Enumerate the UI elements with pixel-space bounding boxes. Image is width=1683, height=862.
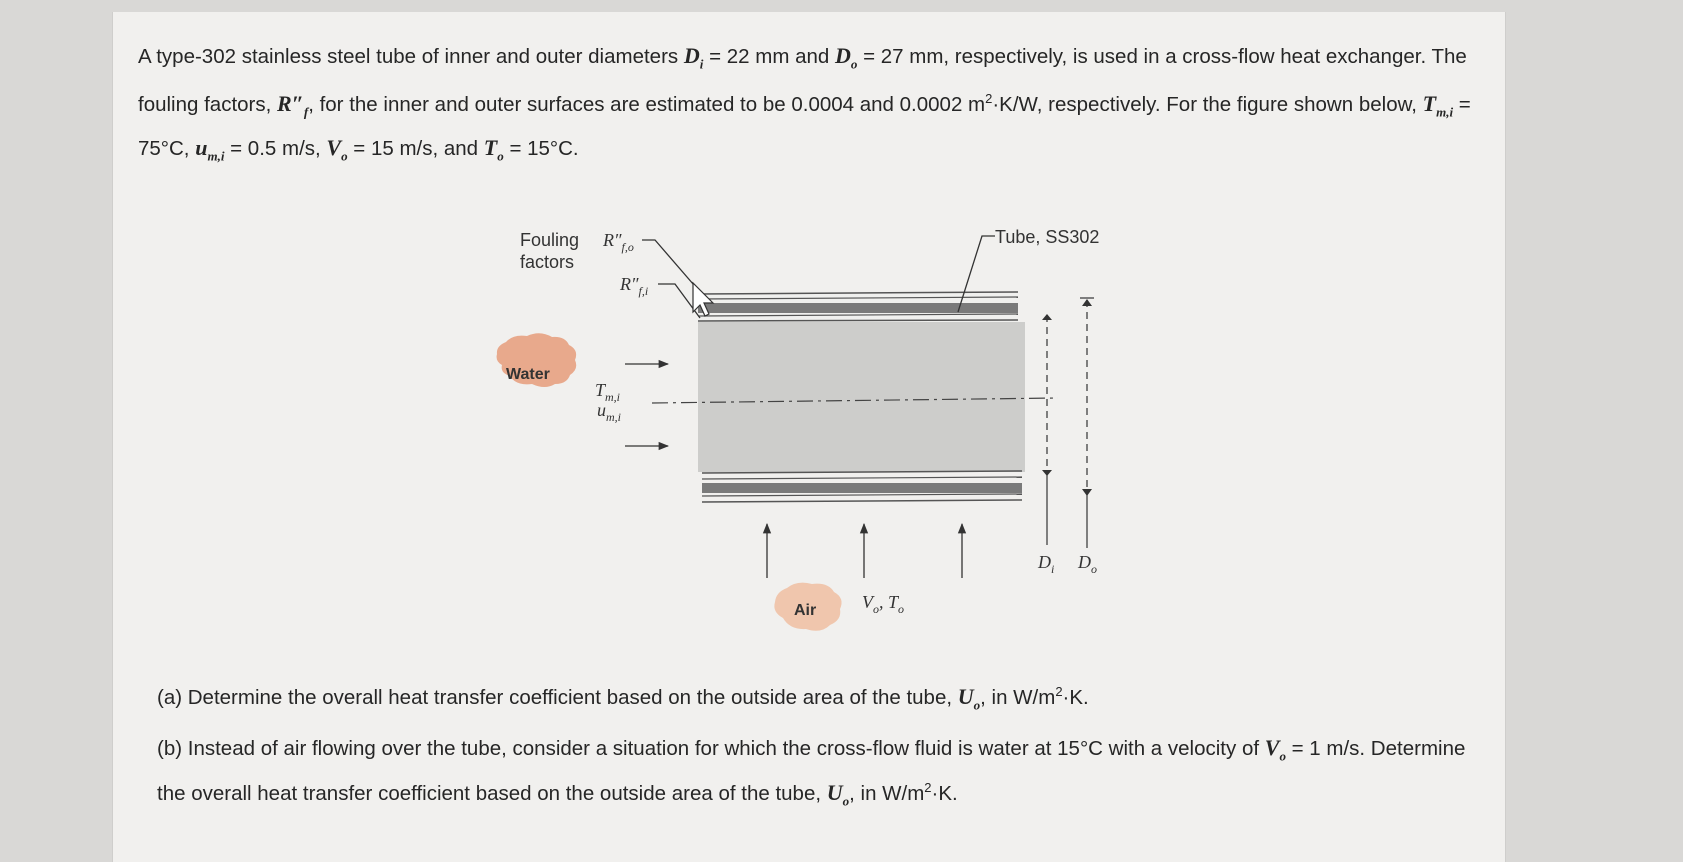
question-b: (b) Instead of air flowing over the tube, consider a situation for which the cross-flow fluid is water at 15°C with a velocity of $V_o = 1$ m/s. Determine the overall heat transfer coefficient based on the outside area of the tube, $U_o$, in $W/m^2\cdot K$. <box>157 735 1466 809</box>
rfo-label: $R''_{f,o}$ <box>603 230 634 254</box>
question-a: (a) Determine the overall heat transfer coefficient based on the outside area of the tube, $U_o$, in $W/m^2\cdot K$. <box>157 683 1089 713</box>
problem-statement: A type-302 stainless steel tube of inner and outer diameters $D_i = 22$ mm and $D_o = 27$ mm, respectively, is used in a cross-flow heat exchanger. The fouling factors, $R''_f$, for the inner and outer surfaces are estimated to be 0.0004 and 0.0002 $m^2\cdot K/W$, respectively. For the figure shown below, $T_{m,i} = 75^\circ C$, $u_{m,i} = 0.5$ m/s, $V_o = 15$ m/s, and $T_o = 15^\circ C$. <box>138 43 1471 163</box>
to-symbol: $T_o$ <box>483 134 504 163</box>
uo-symbol-a: $U_o$ <box>957 683 981 713</box>
air-label[interactable]: Air <box>794 602 817 619</box>
do-dimension-line <box>1080 298 1094 548</box>
fouling-label-line1: Fouling <box>520 230 580 250</box>
tube-wall-top <box>698 292 1018 322</box>
vo-symbol-b: $V_o$ <box>1264 735 1286 764</box>
di-label: $D_i$ <box>1038 552 1055 576</box>
umi-symbol: $u_{m,i}$ <box>195 134 225 163</box>
water-label[interactable]: Water <box>506 366 550 383</box>
di-dimension-line <box>1042 314 1052 545</box>
fouling-label-line2: factors <box>520 252 575 272</box>
di-symbol: $D_i$ <box>683 43 704 72</box>
vo-to-label: $V_o$, $T_o$ <box>862 592 905 616</box>
water-flow-region <box>698 322 1025 472</box>
tmi-label: $T_{m,i}$ <box>595 380 621 404</box>
rfi-label: $R''_{f,i}$ <box>620 274 649 298</box>
rf-symbol: $R''_f$ <box>277 91 309 120</box>
tube-wall-bottom <box>702 471 1022 502</box>
uo-symbol-b: $U_o$ <box>826 780 850 809</box>
vo-symbol: $V_o$ <box>326 134 348 163</box>
tmi-symbol: $T_{m,i}$ <box>1422 91 1454 120</box>
do-symbol: $D_o$ <box>835 43 858 72</box>
umi-label: $u_{m,i}$ <box>597 400 621 424</box>
do-label: $D_o$ <box>1078 552 1097 576</box>
tube-label: Tube, SS302 <box>995 227 1100 247</box>
